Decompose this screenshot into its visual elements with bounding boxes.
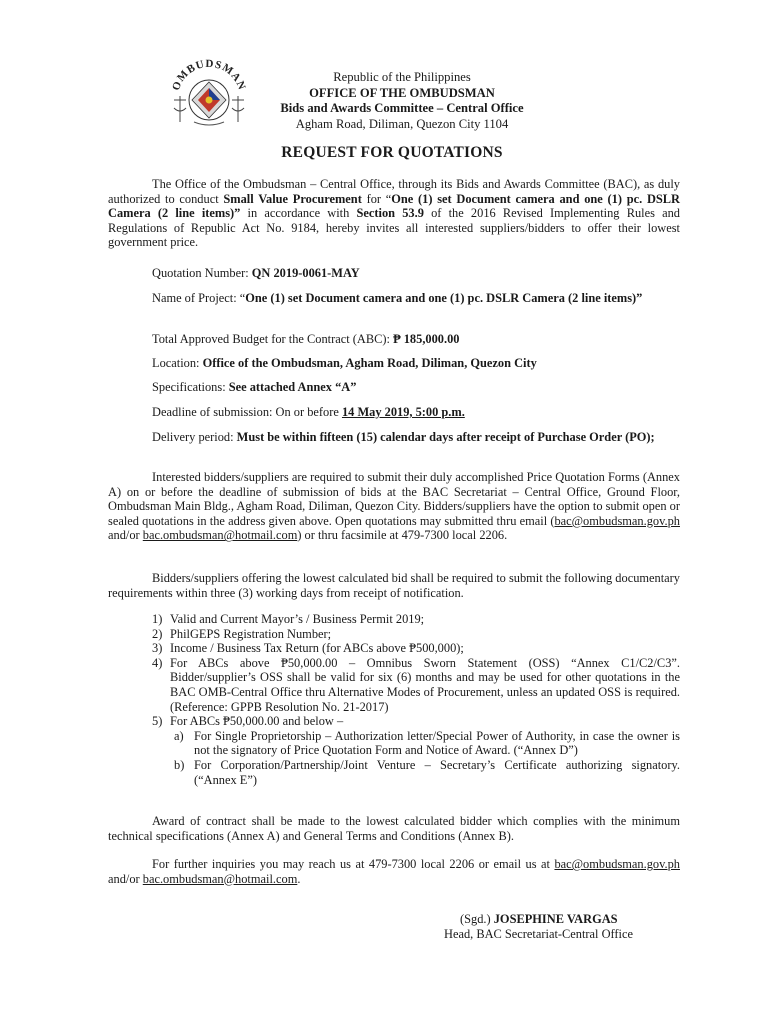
signatory-line [444,912,684,927]
list-item-number: 5) [152,714,163,729]
project-name [152,291,680,306]
sub-list-item-text: For Single Proprietorship – Authorization letter/Special Power of Authority, in case the owner is not the signatory of Price Quotation Form and Notice of Award. (“Annex D”) [194,728,680,758]
inquiries-text-1: For further inquiries you may reach us at 479-7300 local 2206 or email us at [152,857,555,871]
list-item-text: For ABCs above ₱50,000.00 – Omnibus Sworn Statement (OSS) “Annex C1/C2/C3”. Bidder/supplier’s OSS shall be valid for six (6) months and may be used for other quotations in the BAC OMB-Central Office thru Alternative Modes of Procurement, unless an updated OSS is required. (Reference: GPPB Resolution No. 21-2017) [170,655,680,714]
location-label: Location: [152,356,203,370]
location [152,356,680,371]
quotation-number-value: QN 2019-0061-MAY [251,266,360,280]
list-item [152,612,680,627]
intro-section: Section 53.9 [356,206,424,221]
list-item [152,627,680,642]
inquiries-paragraph [108,857,680,886]
list-item-text: For ABCs ₱50,000.00 and below – [170,714,344,729]
sub-list-item-text: For Corporation/Partnership/Joint Venture – Secretary’s Certificate authorizing signatory. (“Annex E”) [194,757,680,787]
delivery-period-label: Delivery period: [152,430,237,444]
intro-text-2: for “ [361,191,392,206]
intro-text-4: of the 2016 Revised Implementing Rules and Regulations of Republic Act No. 9184, hereby invites all interested suppliers/bidders to offer their lowest government price. [108,206,680,250]
location-value: Office of the Ombudsman, Agham Road, Diliman, Quezon City [202,356,537,370]
quotation-number [152,266,680,281]
sub-list-item-letter: a) [174,728,184,743]
specifications [152,380,680,395]
letterhead-address: Agham Road, Diliman, Quezon City 1104 [295,116,509,131]
letterhead [230,70,574,132]
award-paragraph: Award of contract shall be made to the lowest calculated bidder which complies with the minimum technical specifications (Annex A) and General Terms and Conditions (Annex B). [108,814,680,843]
deadline [152,405,680,420]
submission-text-2: and/or [108,528,143,543]
svg-text:OMBUDSMAN: OMBUDSMAN [170,57,248,93]
signature-block [444,912,684,943]
submission-paragraph [108,470,680,543]
submission-text-1: Interested bidders/suppliers are required to submit their duly accomplished Price Quotation Forms (Annex A) on or before the deadline of submission of bids at the BAC Secretariat – Central Office, Ground Floor, Ombudsman Main Bldg., Agham Road, Diliman, Quezon City. Bidders/suppliers have the option to submit open or sealed quotations in the address given above. Open quotations may submitted thru email ( [108,470,680,528]
intro-text-1: The Office of the Ombudsman – Central Office, through its Bids and Awards Committee (BAC), as duly authorized to conduct [108,177,680,206]
signed-marker: (Sgd.) [460,912,494,926]
list-item-number: 4) [152,655,163,670]
specifications-value: See attached Annex “A” [228,380,357,394]
list-item-number: 1) [152,612,163,626]
inquiries-text-2: and/or [108,871,143,886]
intro-procurement-mode: Small Value Procurement [223,191,362,206]
list-item-text: Income / Business Tax Return (for ABCs above ₱500,000); [170,641,464,656]
list-item [152,714,680,729]
intro-text-3: in accordance with [240,206,357,221]
intro-paragraph [108,177,680,250]
sub-list-item [152,729,680,758]
list-item-text: PhilGEPS Registration Number; [170,626,332,641]
email-link-hotmail[interactable]: bac.ombudsman@hotmail.com [142,528,298,543]
delivery-period-value: Must be within fifteen (15) calendar days after receipt of Purchase Order (PO); [236,430,655,444]
approved-budget [152,332,680,347]
intro-project-name: One (1) set Document camera and one (1) pc. DSLR Camera (2 line items)” [108,191,680,221]
letterhead-republic: Republic of the Philippines [333,70,471,84]
requirements-intro: Bidders/suppliers offering the lowest calculated bid shall be required to submit the following documentary requirements within three (3) working days from receipt of notification. [108,571,680,600]
deadline-value: 14 May 2019, 5:00 p.m. [341,405,465,419]
letterhead-office: OFFICE OF THE OMBUDSMAN [309,85,495,100]
approved-budget-value: ₱ 185,000.00 [393,332,460,346]
list-item [152,641,680,656]
specifications-label: Specifications: [152,380,229,394]
deadline-label: Deadline of submission: On or before [152,405,342,419]
letterhead-committee: Bids and Awards Committee – Central Office [280,101,524,115]
quotation-number-label: Quotation Number: [152,266,252,280]
list-item-number: 2) [152,626,163,641]
inquiries-email-link-ombudsman[interactable]: bac@ombudsman.gov.ph [554,857,680,871]
approved-budget-label: Total Approved Budget for the Contract (ABC): [152,332,394,346]
submission-text-3: ) or thru facsimile at 479-7300 local 2206. [297,528,508,543]
inquiries-email-link-hotmail[interactable]: bac.ombudsman@hotmail.com [142,871,298,886]
list-item [152,656,680,714]
requirements-list [152,612,680,787]
signatory-name: JOSEPHINE VARGAS [493,912,618,926]
project-name-value: One (1) set Document camera and one (1) pc. DSLR Camera (2 line items)” [245,291,643,305]
document-title: REQUEST FOR QUOTATIONS [281,144,503,161]
project-name-label: Name of Project: “ [152,291,246,305]
sub-list-item [152,758,680,787]
list-item-number: 3) [152,641,163,656]
inquiries-text-3: . [297,871,301,886]
signatory-position: Head, BAC Secretariat-Central Office [444,927,633,942]
email-link-ombudsman[interactable]: bac@ombudsman.gov.ph [554,513,680,528]
list-item-text: Valid and Current Mayor’s / Business Permit 2019; [170,612,425,626]
delivery-period [152,430,680,445]
sub-list-item-letter: b) [174,757,185,772]
